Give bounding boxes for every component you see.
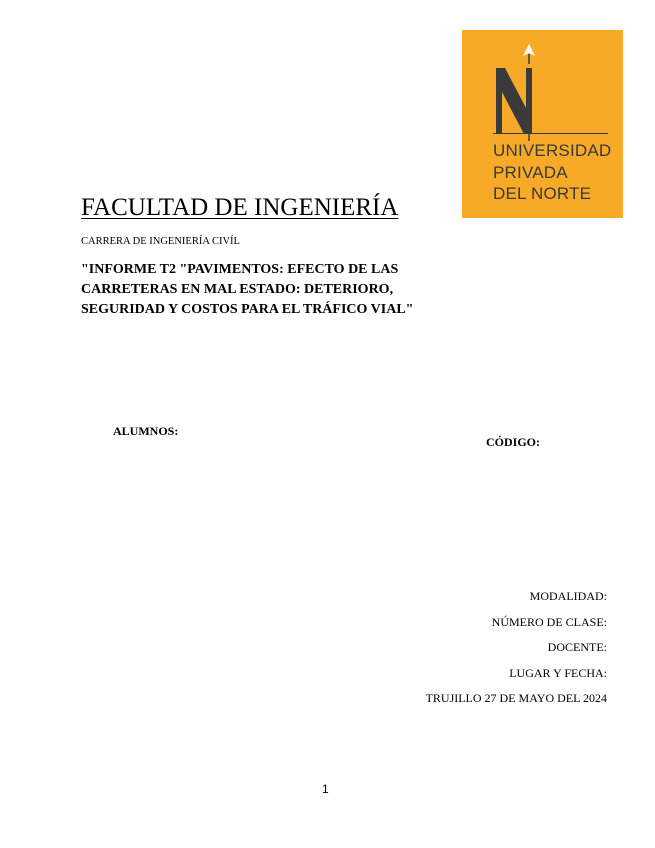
class-number-label: NÚMERO DE CLASE: <box>491 614 607 629</box>
code-label: CÓDIGO: <box>486 435 540 449</box>
compass-n-mark-icon <box>492 42 542 142</box>
place-date-label: LUGAR Y FECHA: <box>509 665 607 680</box>
university-name-line-3: DEL NORTE <box>493 184 592 203</box>
report-title-line-1: "INFORME T2 "PAVIMENTOS: EFECTO DE LAS <box>81 262 399 277</box>
page-number: 1 <box>322 782 329 796</box>
career-name: CARRERA DE INGENIERÍA CIVÍL <box>81 236 240 247</box>
university-logo <box>462 30 623 218</box>
university-name-line-2: PRIVADA <box>493 162 568 182</box>
report-title-line-2: CARRETERAS EN MAL ESTADO: DETERIORO, <box>81 282 394 297</box>
teacher-label: DOCENTE: <box>547 640 607 654</box>
students-label: ALUMNOS: <box>113 424 179 438</box>
place-date-value: TRUJILLO 27 DE MAYO DEL 2024 <box>425 691 607 705</box>
course-info <box>426 584 607 712</box>
university-name-line-1: UNIVERSIDAD <box>493 141 612 160</box>
modality-label: MODALIDAD: <box>529 589 607 603</box>
faculty-heading: FACULTAD DE INGENIERÍA <box>81 194 399 221</box>
logo-divider <box>493 133 608 134</box>
report-title-line-3: SEGURIDAD Y COSTOS PARA EL TRÁFICO VIAL" <box>81 302 414 317</box>
report-title <box>81 260 461 320</box>
university-name <box>493 140 611 205</box>
